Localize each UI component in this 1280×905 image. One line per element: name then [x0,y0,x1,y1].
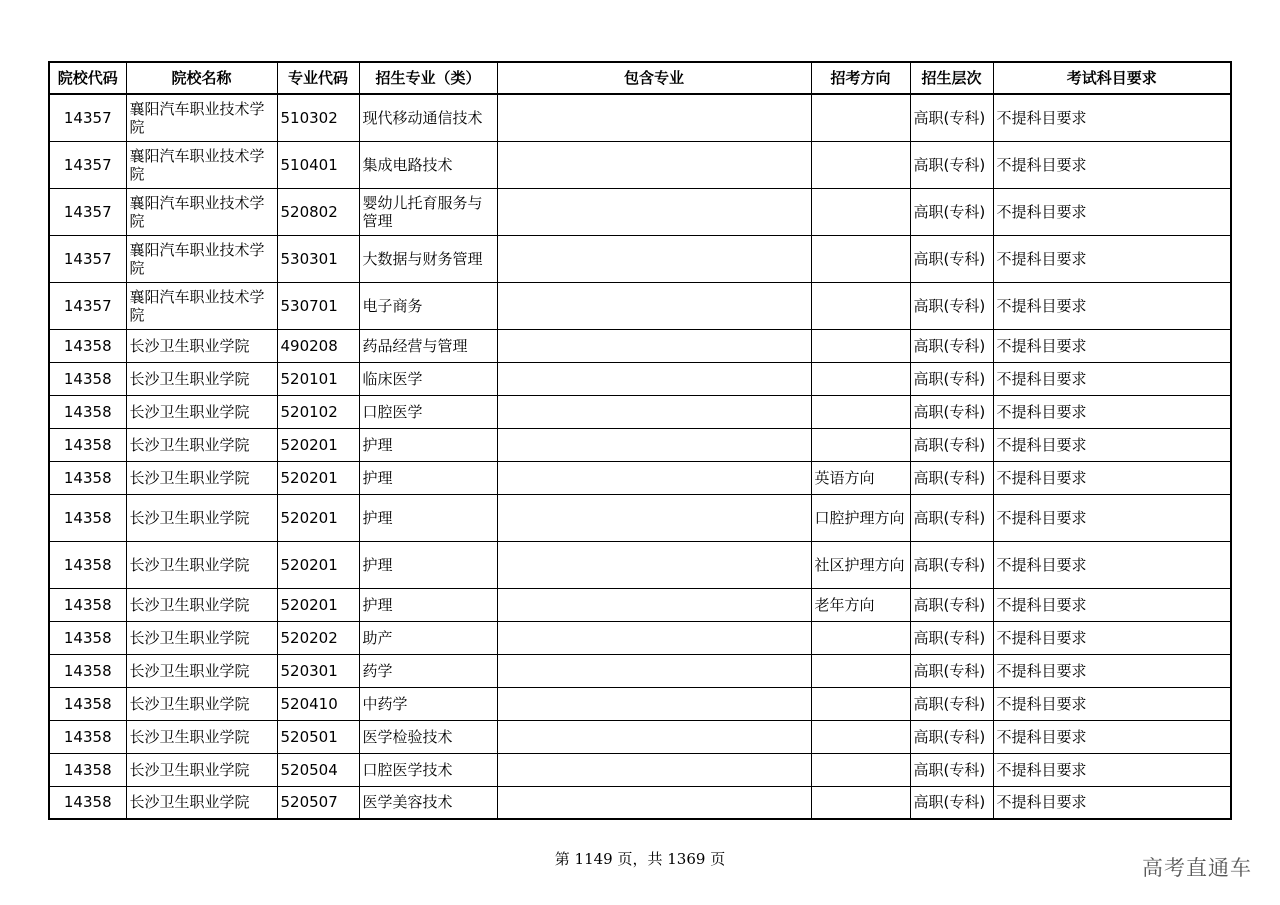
cell-major-code: 520507 [277,786,359,819]
table-row [49,188,1231,235]
table-row [49,235,1231,282]
cell-subject-requirement: 不提科目要求 [993,362,1231,395]
table-row [49,282,1231,329]
cell-major-code: 510401 [277,141,359,188]
cell-level: 高职(专科) [910,786,993,819]
cell-major-code: 520201 [277,428,359,461]
cell-major: 现代移动通信技术 [359,94,497,141]
cell-included-majors [497,753,811,786]
cell-major: 医学美容技术 [359,786,497,819]
cell-school-name: 襄阳汽车职业技术学院 [126,94,277,141]
cell-included-majors [497,786,811,819]
cell-included-majors [497,541,811,588]
cell-direction [811,362,910,395]
table-row [49,461,1231,494]
cell-major: 护理 [359,541,497,588]
cell-major-code: 520102 [277,395,359,428]
cell-subject-requirement: 不提科目要求 [993,654,1231,687]
cell-direction [811,654,910,687]
cell-subject-requirement: 不提科目要求 [993,720,1231,753]
admissions-table [48,61,1232,820]
table-header-row [49,62,1231,94]
cell-included-majors [497,329,811,362]
cell-subject-requirement: 不提科目要求 [993,753,1231,786]
cell-school-name: 襄阳汽车职业技术学院 [126,188,277,235]
cell-major-code: 520201 [277,541,359,588]
header-major-code: 专业代码 [277,62,359,94]
cell-major: 中药学 [359,687,497,720]
cell-level: 高职(专科) [910,720,993,753]
cell-school-name: 长沙卫生职业学院 [126,362,277,395]
watermark-logo: 高考直通车 [1142,856,1252,880]
table-row [49,654,1231,687]
cell-subject-requirement: 不提科目要求 [993,235,1231,282]
cell-school-code: 14358 [49,621,126,654]
cell-school-code: 14357 [49,235,126,282]
header-school-name: 院校名称 [126,62,277,94]
cell-included-majors [497,362,811,395]
cell-included-majors [497,461,811,494]
cell-level: 高职(专科) [910,621,993,654]
cell-major: 大数据与财务管理 [359,235,497,282]
cell-level: 高职(专科) [910,494,993,541]
cell-subject-requirement: 不提科目要求 [993,94,1231,141]
cell-major-code: 520410 [277,687,359,720]
cell-direction [811,428,910,461]
cell-school-code: 14358 [49,588,126,621]
cell-school-code: 14358 [49,494,126,541]
cell-school-name: 襄阳汽车职业技术学院 [126,235,277,282]
cell-school-code: 14357 [49,141,126,188]
header-school-code: 院校代码 [49,62,126,94]
cell-included-majors [497,720,811,753]
cell-school-name: 襄阳汽车职业技术学院 [126,282,277,329]
cell-school-code: 14358 [49,461,126,494]
header-included-majors: 包含专业 [497,62,811,94]
cell-direction [811,720,910,753]
cell-included-majors [497,94,811,141]
cell-major-code: 520504 [277,753,359,786]
cell-direction [811,188,910,235]
cell-major-code: 520802 [277,188,359,235]
table-row [49,362,1231,395]
cell-subject-requirement: 不提科目要求 [993,188,1231,235]
cell-subject-requirement: 不提科目要求 [993,588,1231,621]
cell-major: 护理 [359,428,497,461]
cell-major-code: 530701 [277,282,359,329]
table-row [49,588,1231,621]
cell-direction [811,395,910,428]
cell-school-name: 长沙卫生职业学院 [126,786,277,819]
cell-direction [811,235,910,282]
cell-included-majors [497,654,811,687]
cell-major: 药品经营与管理 [359,329,497,362]
cell-major: 口腔医学 [359,395,497,428]
cell-major: 医学检验技术 [359,720,497,753]
cell-major-code: 520201 [277,461,359,494]
table-row [49,541,1231,588]
cell-direction [811,94,910,141]
cell-major: 集成电路技术 [359,141,497,188]
cell-major: 护理 [359,588,497,621]
cell-level: 高职(专科) [910,588,993,621]
cell-major: 婴幼儿托育服务与管理 [359,188,497,235]
cell-subject-requirement: 不提科目要求 [993,141,1231,188]
cell-direction [811,329,910,362]
cell-subject-requirement: 不提科目要求 [993,461,1231,494]
cell-included-majors [497,687,811,720]
cell-school-code: 14358 [49,329,126,362]
cell-direction [811,141,910,188]
cell-included-majors [497,141,811,188]
cell-included-majors [497,235,811,282]
table-row [49,720,1231,753]
cell-subject-requirement: 不提科目要求 [993,395,1231,428]
cell-level: 高职(专科) [910,687,993,720]
cell-direction: 口腔护理方向 [811,494,910,541]
cell-level: 高职(专科) [910,753,993,786]
cell-school-name: 长沙卫生职业学院 [126,654,277,687]
table-row [49,786,1231,819]
cell-subject-requirement: 不提科目要求 [993,541,1231,588]
cell-school-code: 14358 [49,362,126,395]
cell-direction: 社区护理方向 [811,541,910,588]
cell-level: 高职(专科) [910,541,993,588]
cell-major: 电子商务 [359,282,497,329]
cell-subject-requirement: 不提科目要求 [993,428,1231,461]
cell-subject-requirement: 不提科目要求 [993,786,1231,819]
cell-level: 高职(专科) [910,141,993,188]
cell-direction: 老年方向 [811,588,910,621]
cell-level: 高职(专科) [910,654,993,687]
cell-included-majors [497,282,811,329]
cell-school-name: 长沙卫生职业学院 [126,588,277,621]
header-level: 招生层次 [910,62,993,94]
cell-school-code: 14358 [49,687,126,720]
cell-included-majors [497,494,811,541]
cell-included-majors [497,588,811,621]
cell-level: 高职(专科) [910,461,993,494]
cell-major-code: 520101 [277,362,359,395]
cell-school-code: 14358 [49,720,126,753]
cell-direction [811,753,910,786]
cell-direction [811,786,910,819]
table-row [49,141,1231,188]
cell-level: 高职(专科) [910,235,993,282]
table-body [49,94,1231,819]
cell-major: 临床医学 [359,362,497,395]
cell-direction [811,687,910,720]
cell-major-code: 520301 [277,654,359,687]
cell-school-name: 长沙卫生职业学院 [126,494,277,541]
cell-major: 护理 [359,461,497,494]
cell-subject-requirement: 不提科目要求 [993,282,1231,329]
cell-major-code: 520201 [277,494,359,541]
cell-level: 高职(专科) [910,395,993,428]
cell-school-code: 14357 [49,94,126,141]
cell-level: 高职(专科) [910,282,993,329]
header-direction: 招考方向 [811,62,910,94]
table-row [49,753,1231,786]
cell-major-code: 520202 [277,621,359,654]
cell-subject-requirement: 不提科目要求 [993,687,1231,720]
page-number: 第 1149 页，共 1369 页 [554,850,726,868]
cell-school-code: 14357 [49,188,126,235]
cell-school-code: 14358 [49,654,126,687]
cell-subject-requirement: 不提科目要求 [993,494,1231,541]
cell-school-name: 襄阳汽车职业技术学院 [126,141,277,188]
cell-major: 助产 [359,621,497,654]
cell-subject-requirement: 不提科目要求 [993,621,1231,654]
cell-direction [811,621,910,654]
cell-school-code: 14358 [49,395,126,428]
cell-direction [811,282,910,329]
cell-major-code: 520501 [277,720,359,753]
cell-included-majors [497,188,811,235]
cell-direction: 英语方向 [811,461,910,494]
cell-level: 高职(专科) [910,188,993,235]
cell-school-code: 14358 [49,753,126,786]
cell-school-name: 长沙卫生职业学院 [126,621,277,654]
cell-school-name: 长沙卫生职业学院 [126,428,277,461]
cell-level: 高职(专科) [910,94,993,141]
table-row [49,94,1231,141]
table-row [49,494,1231,541]
table-row [49,395,1231,428]
cell-major: 口腔医学技术 [359,753,497,786]
cell-school-code: 14358 [49,428,126,461]
cell-school-name: 长沙卫生职业学院 [126,753,277,786]
cell-major-code: 520201 [277,588,359,621]
cell-school-code: 14358 [49,541,126,588]
cell-major-code: 510302 [277,94,359,141]
cell-included-majors [497,621,811,654]
cell-school-name: 长沙卫生职业学院 [126,461,277,494]
cell-major: 药学 [359,654,497,687]
cell-school-name: 长沙卫生职业学院 [126,541,277,588]
cell-school-name: 长沙卫生职业学院 [126,720,277,753]
table-row [49,428,1231,461]
table-row [49,329,1231,362]
cell-school-name: 长沙卫生职业学院 [126,687,277,720]
cell-school-code: 14357 [49,282,126,329]
cell-school-code: 14358 [49,786,126,819]
cell-major-code: 490208 [277,329,359,362]
cell-subject-requirement: 不提科目要求 [993,329,1231,362]
cell-school-name: 长沙卫生职业学院 [126,395,277,428]
header-subject-requirement: 考试科目要求 [993,62,1231,94]
cell-included-majors [497,395,811,428]
table-row [49,621,1231,654]
cell-major: 护理 [359,494,497,541]
header-major: 招生专业（类） [359,62,497,94]
cell-level: 高职(专科) [910,362,993,395]
cell-major-code: 530301 [277,235,359,282]
cell-level: 高职(专科) [910,329,993,362]
cell-included-majors [497,428,811,461]
cell-level: 高职(专科) [910,428,993,461]
cell-school-name: 长沙卫生职业学院 [126,329,277,362]
table-row [49,687,1231,720]
